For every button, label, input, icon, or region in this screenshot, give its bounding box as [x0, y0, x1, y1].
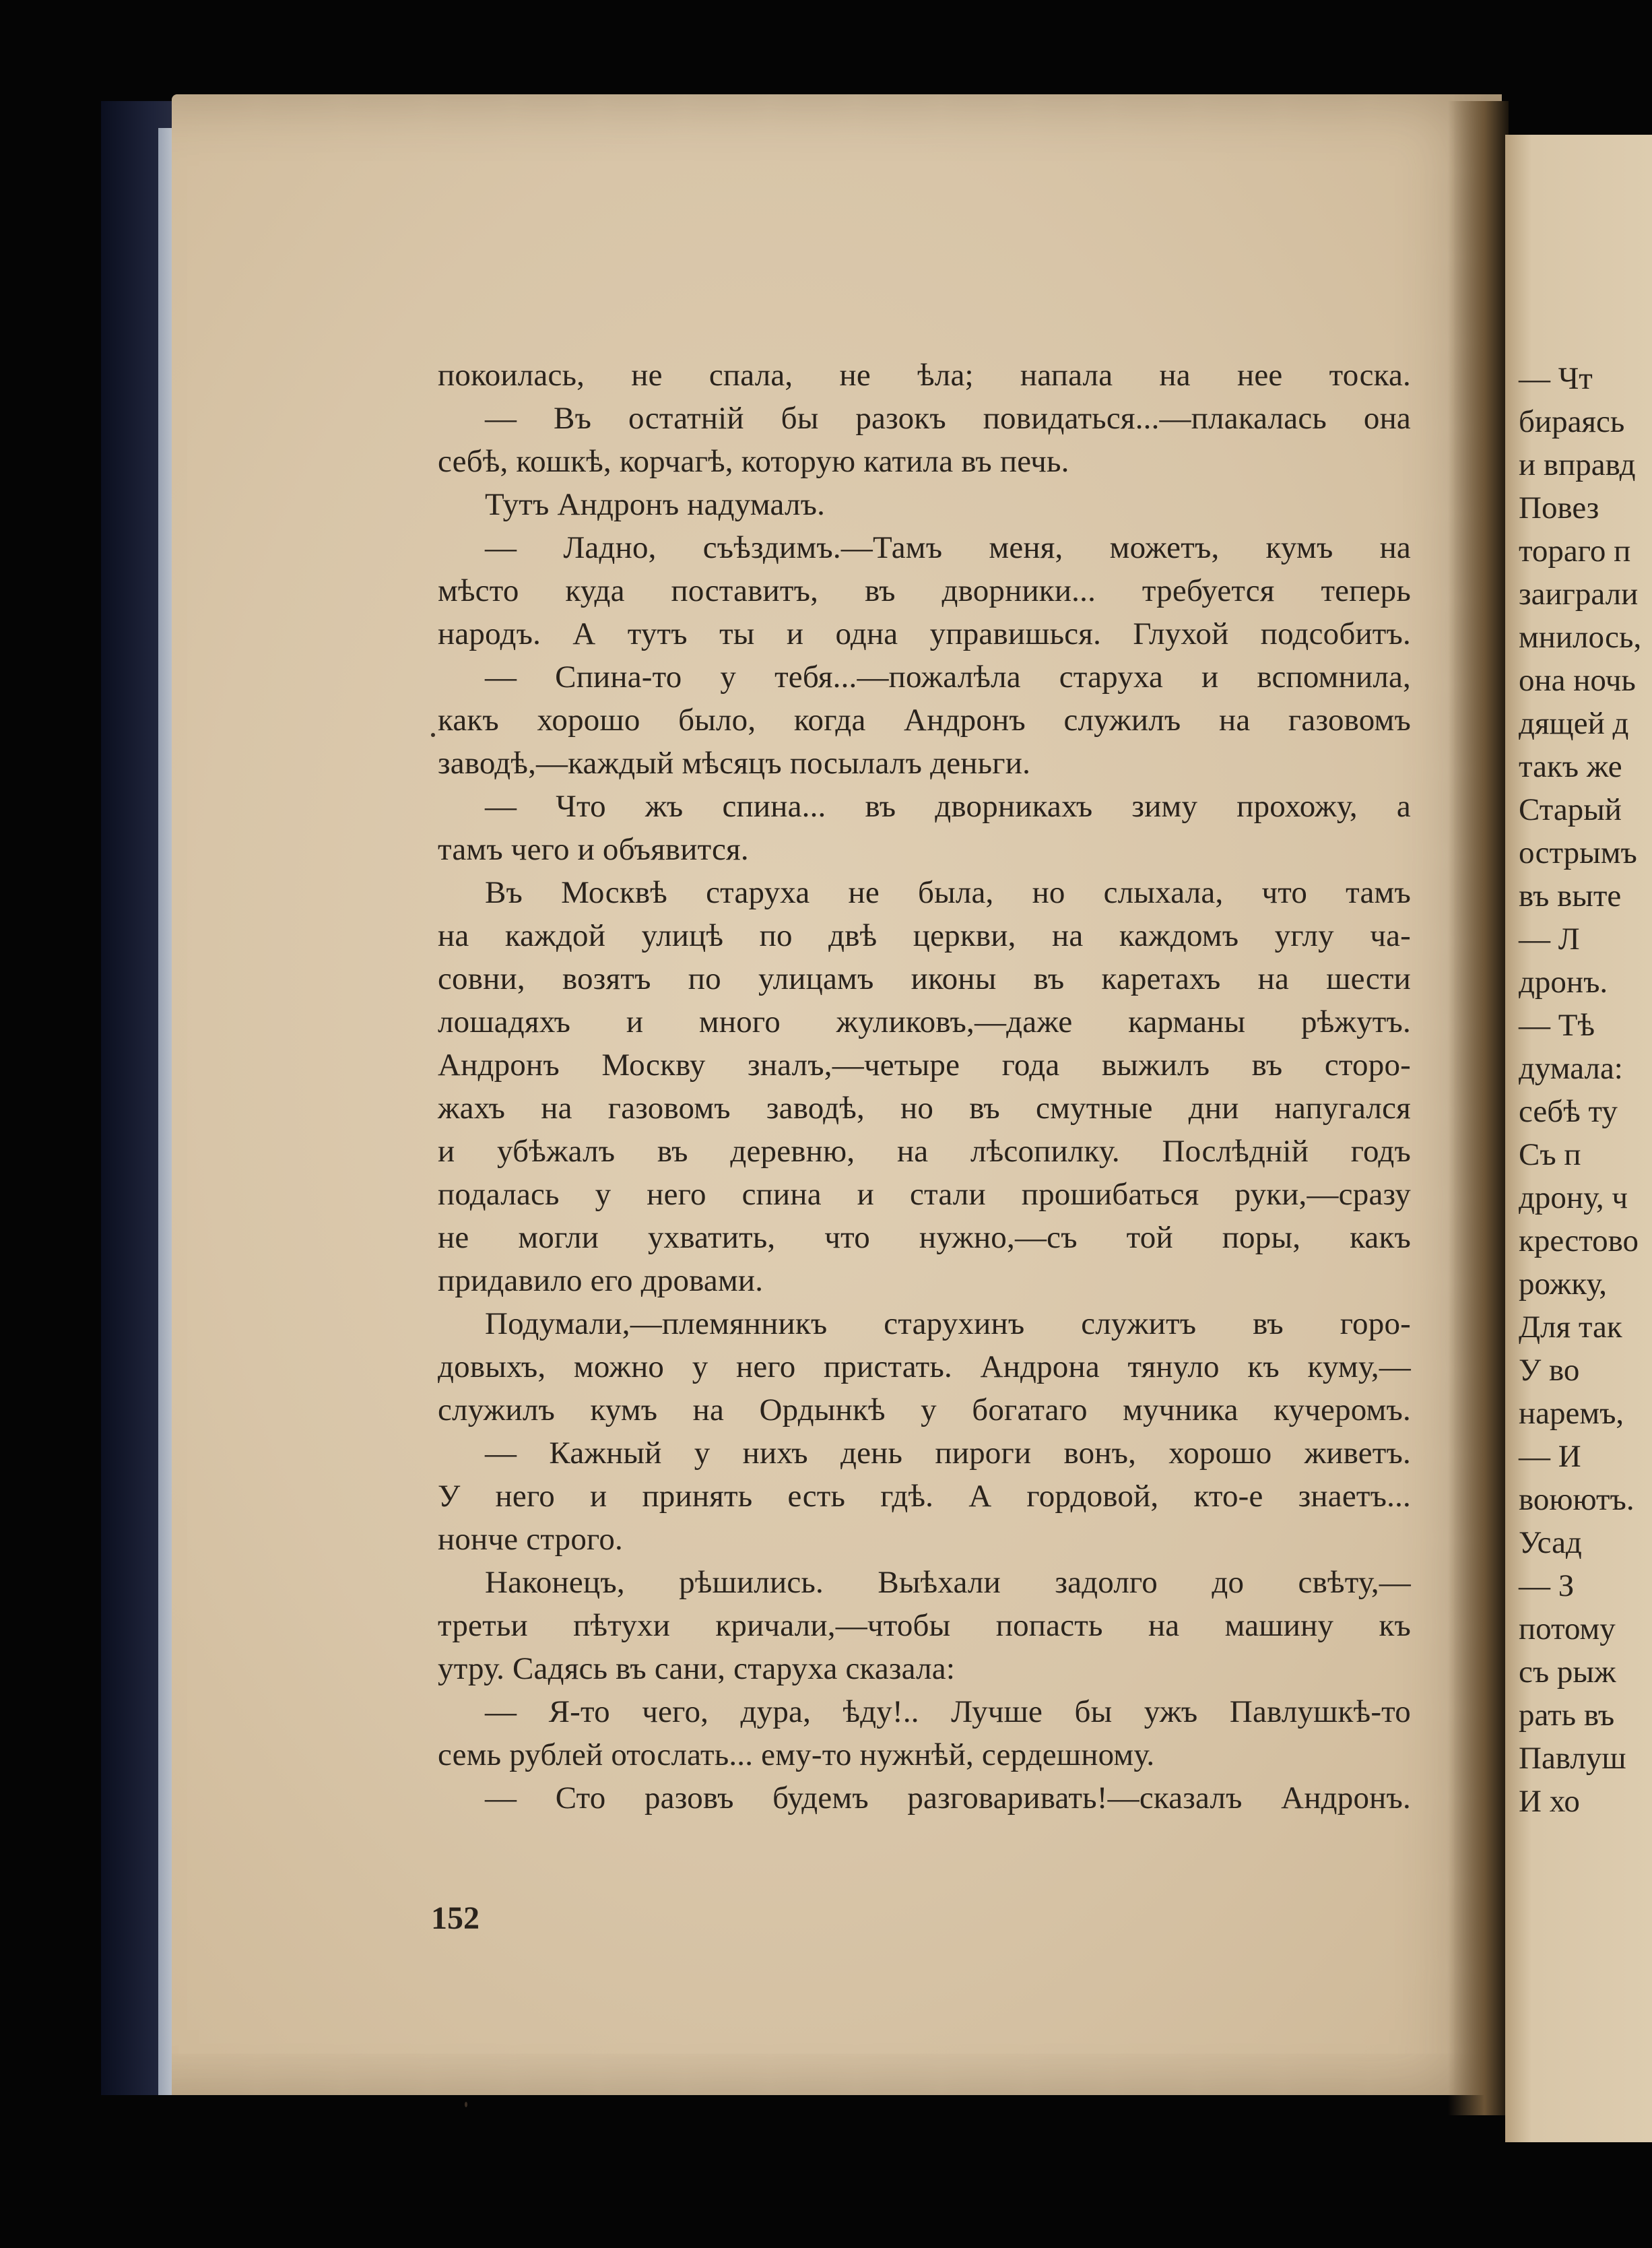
text-line: — Спина-то у тебя...—пожалѣла старуха и вспомнила, [485, 660, 1411, 695]
text-line: — Сто разовъ будемъ разговаривать!—сказалъ Андронъ. [485, 1780, 1411, 1816]
text-line: рать въ [1519, 1698, 1615, 1733]
text-line: тамъ чего и объявится. [438, 832, 749, 867]
text-line: Старый [1519, 792, 1622, 827]
left-page-text [438, 354, 1411, 1820]
ink-speck [465, 2102, 467, 2107]
text-line: — Кажный у нихъ день пироги вонъ, хорошо живетъ. [485, 1436, 1411, 1471]
text-line: она ночь [1519, 663, 1636, 698]
text-line: себѣ, кошкѣ, корчагѣ, которую катила въ печь. [438, 444, 1069, 479]
text-line: Тутъ Андронъ надумалъ. [485, 487, 826, 522]
text-line: народъ. А тутъ ты и одна управишься. Глухой подсобитъ. [438, 616, 1411, 651]
text-line: рожку, [1519, 1266, 1608, 1302]
book-gutter [1448, 101, 1509, 2115]
text-line: — З [1519, 1568, 1575, 1603]
page-number: 152 [431, 1900, 480, 1936]
text-line: думала: [1519, 1051, 1623, 1086]
text-line: какъ хорошо было, когда Андронъ служилъ на газовомъ [438, 703, 1411, 738]
text-line: Павлуш [1519, 1741, 1626, 1776]
right-page-text [1519, 357, 1652, 1823]
text-line: наремъ, [1519, 1396, 1624, 1431]
right-page [1505, 135, 1652, 2142]
text-line: заиграли [1519, 577, 1639, 612]
text-line: бираясь [1519, 404, 1625, 439]
text-line: Андронъ Москву зналъ,—четыре года выжилъ въ сторо- [438, 1048, 1411, 1083]
text-line: — Я-то чего, дура, ѣду!.. Лучше бы ужъ Павлушкѣ-то [485, 1694, 1411, 1729]
text-line: придавило его дровами. [438, 1263, 764, 1298]
text-line: себѣ ту [1519, 1094, 1618, 1129]
text-line: Для так [1519, 1310, 1622, 1345]
text-line: третьи пѣтухи кричали,—чтобы попасть на машину къ [438, 1608, 1411, 1643]
text-line: и убѣжалъ въ деревню, на лѣсопилку. Послѣднiй годъ [438, 1134, 1411, 1169]
text-line: Въ Москвѣ старуха не была, но слыхала, что тамъ [485, 875, 1411, 910]
text-line: Наконецъ, рѣшились. Выѣхали задолго до свѣту,— [485, 1565, 1411, 1600]
text-line: дящей д [1519, 706, 1629, 741]
text-line: такъ же [1519, 749, 1622, 784]
text-line: жахъ на газовомъ заводѣ, но въ смутные дни напугался [438, 1091, 1411, 1126]
text-line: дронъ. [1519, 965, 1608, 1000]
text-line: утру. Садясь въ сани, старуха сказала: [438, 1651, 956, 1686]
text-line: — И [1519, 1439, 1581, 1474]
text-line: довыхъ, можно у него пристать. Андрона тянуло къ куму,— [438, 1349, 1411, 1384]
text-line: — Ладно, съѣздимъ.—Тамъ меня, можетъ, кумъ на [485, 530, 1411, 565]
text-line: Съ п [1519, 1137, 1581, 1172]
text-line: съ рыж [1519, 1655, 1616, 1690]
text-line: — Въ остатнiй бы разокъ повидаться...—плакалась она [485, 401, 1411, 436]
text-line: — Тѣ [1519, 1008, 1595, 1043]
text-line: заводѣ,—каждый мѣсяцъ посылалъ деньги. [438, 746, 1031, 781]
text-line: У него и принять есть гдѣ. А гордовой, кто-е знаетъ... [438, 1479, 1411, 1514]
text-line: нонче строго. [438, 1522, 623, 1557]
text-line: острымъ [1519, 835, 1637, 870]
text-line: дрону, ч [1519, 1180, 1628, 1215]
text-line: Подумали,—племянникъ старухинъ служитъ въ горо- [485, 1306, 1411, 1341]
text-line: Повез [1519, 490, 1599, 525]
text-line: семь рублей отослать... ему-то нужнѣй, сердешному. [438, 1737, 1155, 1772]
text-line: воюютъ. [1519, 1482, 1634, 1517]
text-line: мѣсто куда поставитъ, въ дворники... требуется теперь [438, 573, 1411, 608]
text-line: потому [1519, 1611, 1616, 1646]
text-line: — Л [1519, 922, 1580, 957]
text-line: въ выте [1519, 878, 1622, 913]
text-line: У во [1519, 1353, 1580, 1388]
text-line: покоилась, не спала, не ѣла; напала на нее тоска. [438, 358, 1411, 393]
text-line: тораго п [1519, 534, 1631, 569]
text-line: совни, возятъ по улицамъ иконы въ каретахъ на шести [438, 961, 1411, 996]
text-line: служилъ кумъ на Ордынкѣ у богатаго мучника кучеромъ. [438, 1392, 1411, 1427]
text-line: не могли ухватить, что нужно,—съ той поры, какъ [438, 1220, 1411, 1255]
ink-speck [431, 733, 435, 737]
text-line: — Чт [1519, 361, 1593, 396]
text-line: мнилось, [1519, 620, 1642, 655]
text-line: подалась у него спина и стали прошибаться руки,—сразу [438, 1177, 1411, 1212]
text-line: на каждой улицѣ по двѣ церкви, на каждомъ углу ча- [438, 918, 1411, 953]
text-line: — Что жъ спина... въ дворникахъ зиму прохожу, а [485, 789, 1411, 824]
text-line: лошадяхъ и много жуликовъ,—даже карманы рѣжутъ. [438, 1004, 1411, 1039]
text-line: И хо [1519, 1784, 1580, 1819]
text-line: и вправд [1519, 447, 1636, 482]
text-line: крестово [1519, 1223, 1639, 1258]
text-line: Усад [1519, 1525, 1582, 1560]
